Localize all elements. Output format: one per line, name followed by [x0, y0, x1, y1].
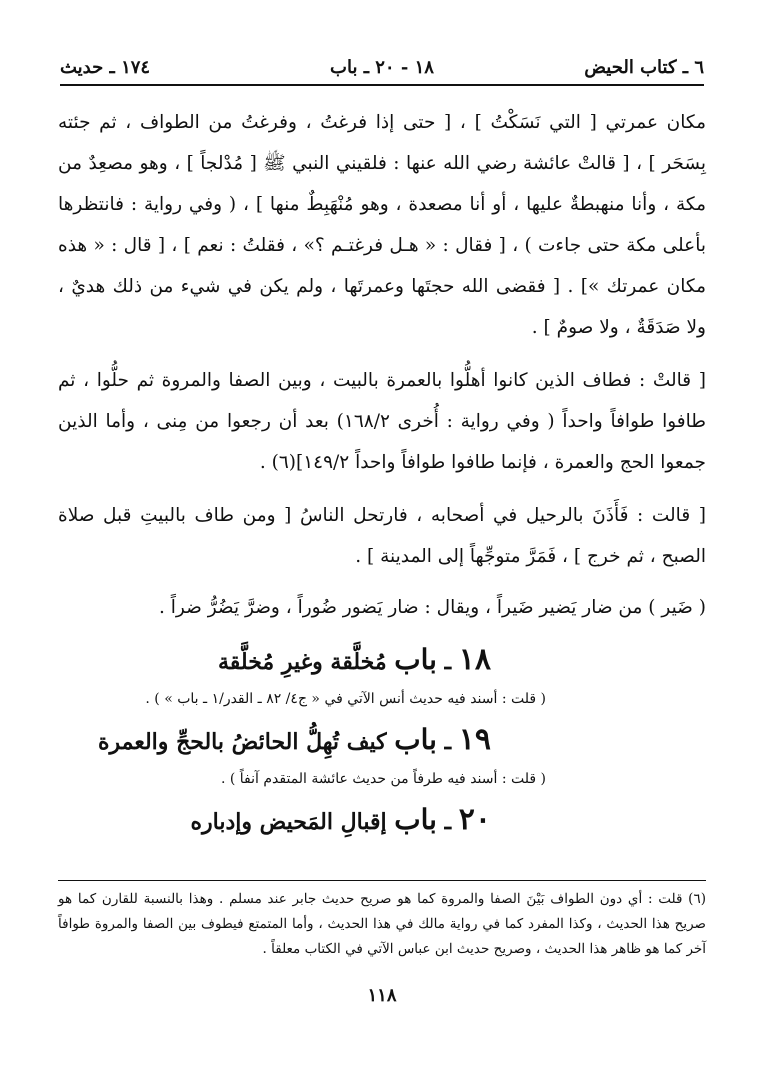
chapter-number: ١٨: [458, 642, 491, 677]
chapter-note: ( قلت : أسند فيه حديث أنس الآتي في « ج٤/ ٨٢ ـ القدر/١ ـ باب » ) .: [145, 691, 546, 707]
page-number: ١١٨: [367, 985, 397, 1006]
running-header: [60, 52, 704, 86]
paragraph-departure: [ قالت : فَأَذَنَ بالرحيل في أصحابه ، فارتحل الناسُ [ ومن طاف بالبيتِ قبل صلاة الصبح ، ثم خرج ] ، فَمَرَّ متوجِّهاً إلى المدينة ] .: [58, 505, 706, 567]
chapter-heading-18: [58, 638, 706, 684]
footnote-6: (٦) قلت : أي دون الطواف بَيْنَ الصفا والمروة كما هو صريح حديث جابر عند مسلم . وهذا بالنسبة للقارن كما هو صريح هذا الحديث ، وكذا المفرد كما في رواية مالك في هذا الحديث ، وأما المتمتع فيطوف بين الصفا والمروة طوافاً آخر كما هو ظاهر هذا الحديث ، وصريح حديث ابن عباس الآتي في الكتاب معلقاً .: [58, 891, 706, 957]
chapter-number: ٢٠: [458, 802, 491, 837]
paragraph-definition: ( ضَير ) من ضار يَضير ضَيراً ، ويقال : ضار يَضور ضُوراً ، وضرَّ يَضُرُّ ضراً .: [159, 597, 706, 618]
paragraph-hadith-continuation: مكان عمرتي [ التي نَسَكْتُ ] ، [ حتى إذا فرغتُ ، وفرغتُ من الطواف ، ثم جئته بِسَحَر ] ، [ قالتْ عائشة رضي الله عنها : فلقيني النبي ﷺ [ مُدْلجاً ] ، وهو مصعِدٌ من مكة ، وأنا منهبطةٌ عليها ، أو أنا مصعدة ، وهو مُنْهَبِطٌ منها ] ، ( وفي رواية : فانتظرها بأعلى مكة حتى جاءت ) ، [ فقال : « هـل فرغتـم ؟» ، فقلتُ : نعم ] ، [ قال : « هذه مكان عمرتك »] . [ فقضى الله حجتَها وعمرتَها ، ولم يكن في شيء من ذلك هديٌ ، ولا صَدَقَةٌ ، ولا صومٌ ] .: [58, 112, 706, 338]
chapter-bab: باب: [394, 723, 437, 756]
chapter-title: كيف تُهِلُّ الحائضُ بالحجِّ والعمرة: [97, 729, 387, 755]
chapter-range: ١٨ - ٢٠ ـ باب: [330, 57, 434, 78]
chapter-dash: ـ: [444, 649, 452, 675]
chapter-heading-20: [58, 798, 706, 844]
chapter-bab: باب: [394, 643, 437, 676]
footnotes: [58, 880, 706, 962]
chapter-bab: باب: [394, 803, 437, 836]
chapter-note: ( قلت : أسند فيه طرفاً من حديث عائشة المتقدم آنفاً ) .: [220, 771, 546, 787]
chapter-dash: ـ: [444, 729, 452, 755]
chapter-title: مُخلَّقة وغيرِ مُخلَّقة: [218, 649, 387, 675]
book-title: ٦ ـ كتاب الحيض: [584, 57, 704, 78]
chapter-number: ١٩: [458, 722, 491, 757]
chapter-heading-19: [58, 718, 706, 764]
main-text: [58, 102, 706, 844]
hadith-number: ١٧٤ ـ حديث: [60, 57, 151, 78]
chapter-title: إقبالِ المَحيض وإدباره: [190, 809, 387, 835]
paragraph-tawaf: [ قالتْ : فطاف الذين كانوا أهلُّوا بالعمرة بالبيت ، وبين الصفا والمروة ثم حلُّوا ، ثم طافوا طوافاً واحداً ( وفي رواية : أُخرى ١٦٨/٢) بعد أن رجعوا من مِنى ، وأما الذين جمعوا الحج والعمرة ، فإنما طافوا طوافاً واحداً ١٤٩/٢](٦) .: [58, 370, 706, 473]
chapter-dash: ـ: [444, 809, 452, 835]
